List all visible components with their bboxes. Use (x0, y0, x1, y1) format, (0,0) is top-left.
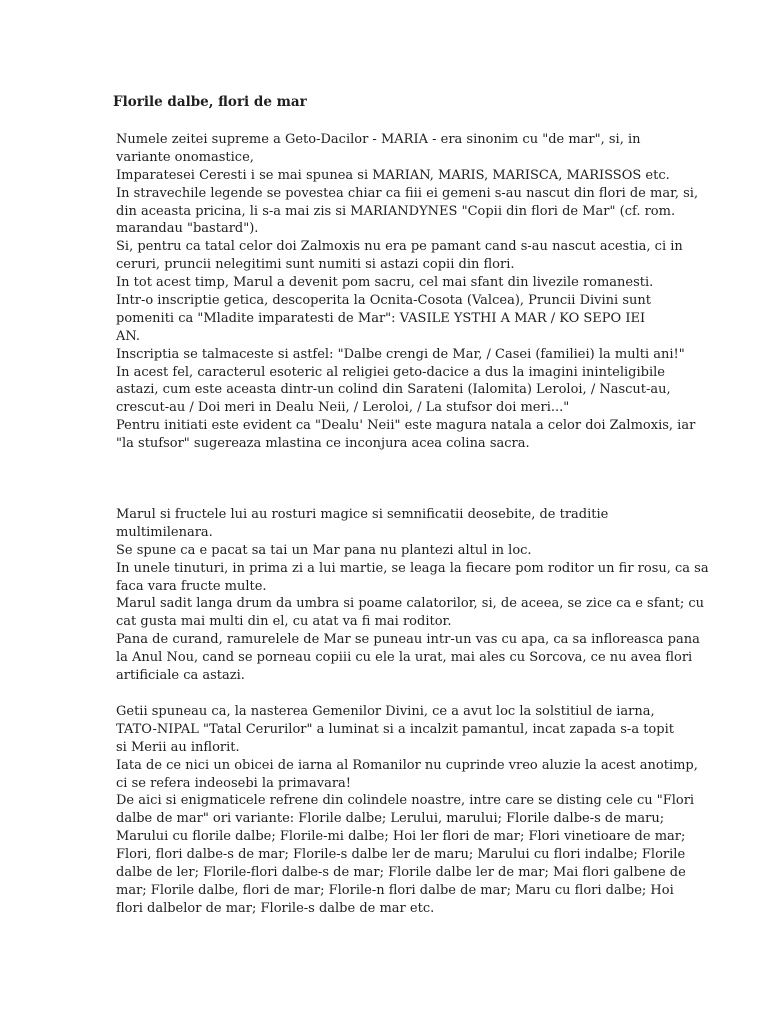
text-line: Si, pentru ca tatal celor doi Zalmoxis nu era pe pamant cand s-au nascut acestia, ci in (116, 239, 683, 255)
text-line: artificiale ca astazi. (116, 668, 245, 684)
text-line: si Merii au inflorit. (116, 739, 240, 755)
text-line: In acest fel, caracterul esoteric al religiei geto-dacice a dus la imagini ininteligibile (116, 364, 665, 380)
paragraph-block (116, 703, 756, 918)
text-line: dalbe de mar" ori variante: Florile dalbe; Lerului, marului; Florile dalbe-s de maru; (116, 811, 665, 827)
text-line: In tot acest timp, Marul a devenit pom sacru, cel mai sfant din livezile romanesti. (116, 275, 654, 291)
text-line: cat gusta mai multi din el, cu atat va fi mai roditor. (116, 614, 452, 630)
text-line: Getii spuneau ca, la nasterea Gemenilor Divini, ce a avut loc la solstitiul de iarna, (116, 704, 655, 719)
text-line: astazi, cum este aceasta dintr-un colind din Sarateni (Ialomita) Leroloi, / Nascut-au, (116, 382, 671, 398)
text-line: Flori, flori dalbe-s de mar; Florile-s dalbe ler de maru; Marului cu flori indalbe; Florile (116, 847, 686, 863)
paragraph-block (116, 131, 756, 453)
paragraph-block (116, 506, 756, 685)
text-line: Iata de ce nici un obicei de iarna al Romanilor nu cuprinde vreo aluzie la acest anotimp, (116, 757, 698, 773)
text-line: dalbe de ler; Florile-flori dalbe-s de mar; Florile dalbe ler de mar; Mai flori galbene de (116, 865, 686, 881)
text-line: marandau "bastard"). (116, 221, 259, 237)
text-line: Marul sadit langa drum da umbra si poame calatorilor, si, de aceea, se zice ca e sfant; cu (116, 596, 705, 612)
text-line: Inscriptia se talmaceste si astfel: "Dalbe crengi de Mar, / Casei (familiei) la multi ani!" (116, 346, 685, 362)
text-line: Se spune ca e pacat sa tai un Mar pana nu plantezi altul in loc. (116, 542, 532, 558)
text-line: ci se refera indeosebi la primavara! (116, 775, 352, 791)
text-line: ceruri, pruncii nelegitimi sunt numiti si astazi copii din flori. (116, 257, 515, 273)
text-line: In stravechile legende se povestea chiar ca fiii ei gemeni s-au nascut din flori de mar, si, (116, 185, 699, 201)
text-line: In unele tinuturi, in prima zi a lui martie, se leaga la fiecare pom roditor un fir rosu, ca sa (116, 560, 709, 576)
text-line: flori dalbelor de mar; Florile-s dalbe de mar etc. (116, 900, 435, 916)
text-line: De aici si enigmaticele refrene din colindele noastre, intre care se disting cele cu "Flori (116, 793, 695, 809)
text-line: la Anul Nou, cand se porneau copiii cu ele la urat, mai ales cu Sorcova, ce nu avea flori (116, 650, 693, 666)
text-line: Pana de curand, ramurelele de Mar se puneau intr-un vas cu apa, ca sa infloreasca pana (116, 632, 700, 648)
text-line: Imparatesei Ceresti i se mai spunea si MARIAN, MARIS, MARISCA, MARISSOS etc. (116, 167, 670, 183)
text-line: "la stufsor" sugereaza mlastina ce inconjura acea colina sacra. (116, 436, 530, 452)
text-line: faca vara fructe multe. (116, 578, 267, 594)
text-line: Pentru initiati este evident ca "Dealu' Neii" este magura natala a celor doi Zalmoxis, iar (116, 418, 696, 434)
text-line: mar; Florile dalbe, flori de mar; Florile-n flori dalbe de mar; Maru cu flori dalbe; Hoi (116, 882, 674, 898)
text-line: Marului cu florile dalbe; Florile-mi dalbe; Hoi ler flori de mar; Flori vinetioare de mar; (116, 829, 686, 845)
text-line: Marul si fructele lui au rosturi magice si semnificatii deosebite, de traditie (116, 507, 609, 522)
text-line: Intr-o inscriptie getica, descoperita la Ocnita-Cosota (Valcea), Pruncii Divini sunt (116, 293, 651, 309)
text-line: variante onomastice, (116, 149, 254, 165)
text-line: TATO-NIPAL "Tatal Cerurilor" a luminat si a incalzit pamantul, incat zapada s-a topit (116, 721, 674, 737)
text-line: Numele zeitei supreme a Geto-Dacilor - MARIA - era sinonim cu "de mar", si, in (116, 132, 641, 147)
text-line: multimilenara. (116, 524, 213, 540)
document-title: Florile dalbe, flori de mar (113, 94, 307, 110)
text-line: pomeniti ca "Mladite imparatesti de Mar": VASILE YSTHI A MAR / KO SEPO IEI (116, 310, 646, 326)
text-line: din aceasta pricina, li s-a mai zis si MARIANDYNES "Copii din flori de Mar" (cf. rom. (116, 203, 676, 219)
text-line: crescut-au / Doi meri in Dealu Neii, / Leroloi, / La stufsor doi meri..." (116, 400, 570, 416)
text-line: AN. (116, 328, 141, 344)
